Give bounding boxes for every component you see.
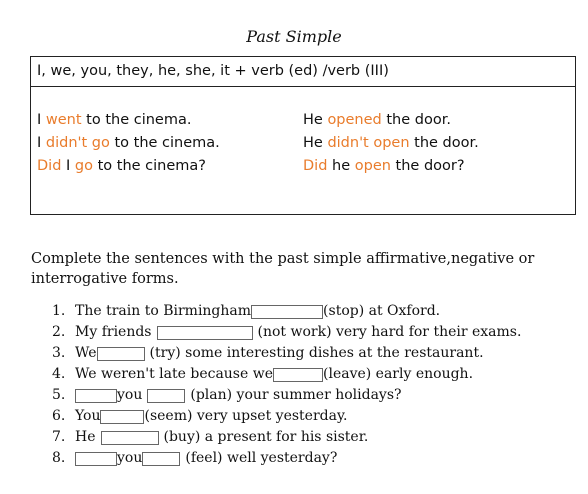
exercise-item-7: 7. He (buy) a present for his sister. bbox=[52, 427, 521, 448]
item-number: 2. bbox=[52, 324, 66, 340]
example-question: Did he open the door? bbox=[303, 158, 465, 174]
item-number: 5. bbox=[52, 387, 66, 403]
formula-line: I, we, you, they, he, she, it + verb (ed) /verb (III) bbox=[31, 57, 575, 87]
item-number: 7. bbox=[52, 429, 66, 445]
grammar-rule-box bbox=[30, 56, 576, 215]
example-affirmative: I went to the cinema. bbox=[37, 112, 192, 128]
highlight-verb: go bbox=[74, 158, 93, 174]
highlight-verb: open bbox=[354, 158, 391, 174]
item-number: 3. bbox=[52, 345, 66, 361]
highlight-verb: didn't open bbox=[327, 135, 410, 151]
exercise-item-6: 6. You (seem) very upset yesterday. bbox=[52, 406, 521, 427]
exercise-item-2: 2. My friends (not work) very hard for their exams. bbox=[52, 322, 521, 343]
exercise-item-1: 1. The train to Birmingham (stop) at Oxford. bbox=[52, 301, 521, 322]
exercise-item-8: 8. you (feel) well yesterday? bbox=[52, 448, 521, 469]
highlight-auxiliary: Did bbox=[37, 158, 62, 174]
exercise-item-5: 5. you (plan) your summer holidays? bbox=[52, 385, 521, 406]
highlight-verb: opened bbox=[327, 112, 382, 128]
answer-blank[interactable] bbox=[100, 410, 144, 424]
page-title: Past Simple bbox=[246, 27, 342, 46]
answer-blank[interactable] bbox=[75, 452, 117, 466]
answer-blank[interactable] bbox=[142, 452, 180, 466]
exercise-item-3: 3. We (try) some interesting dishes at the restaurant. bbox=[52, 343, 521, 364]
highlight-verb: didn't go bbox=[45, 135, 110, 151]
examples-right bbox=[303, 109, 479, 178]
answer-blank[interactable] bbox=[147, 389, 185, 403]
item-number: 1. bbox=[52, 303, 66, 319]
item-number: 4. bbox=[52, 366, 66, 382]
example-negative: I didn't go to the cinema. bbox=[37, 135, 220, 151]
item-number: 6. bbox=[52, 408, 66, 424]
item-number: 8. bbox=[52, 450, 66, 466]
exercise-item-4: 4. We weren't late because we (leave) early enough. bbox=[52, 364, 521, 385]
answer-blank[interactable] bbox=[97, 347, 145, 361]
answer-blank[interactable] bbox=[273, 368, 323, 382]
highlight-verb: went bbox=[45, 112, 82, 128]
answer-blank[interactable] bbox=[251, 305, 323, 319]
example-question: Did I go to the cinema? bbox=[37, 158, 206, 174]
answer-blank[interactable] bbox=[157, 326, 253, 340]
answer-blank[interactable] bbox=[101, 431, 159, 445]
instructions: Complete the sentences with the past simple affirmative,negative or interrogative forms. bbox=[31, 251, 535, 287]
examples-left bbox=[37, 109, 220, 178]
exercise-list bbox=[52, 301, 521, 469]
answer-blank[interactable] bbox=[75, 389, 117, 403]
highlight-auxiliary: Did bbox=[303, 158, 328, 174]
example-negative: He didn't open the door. bbox=[303, 135, 479, 151]
example-affirmative: He opened the door. bbox=[303, 112, 451, 128]
